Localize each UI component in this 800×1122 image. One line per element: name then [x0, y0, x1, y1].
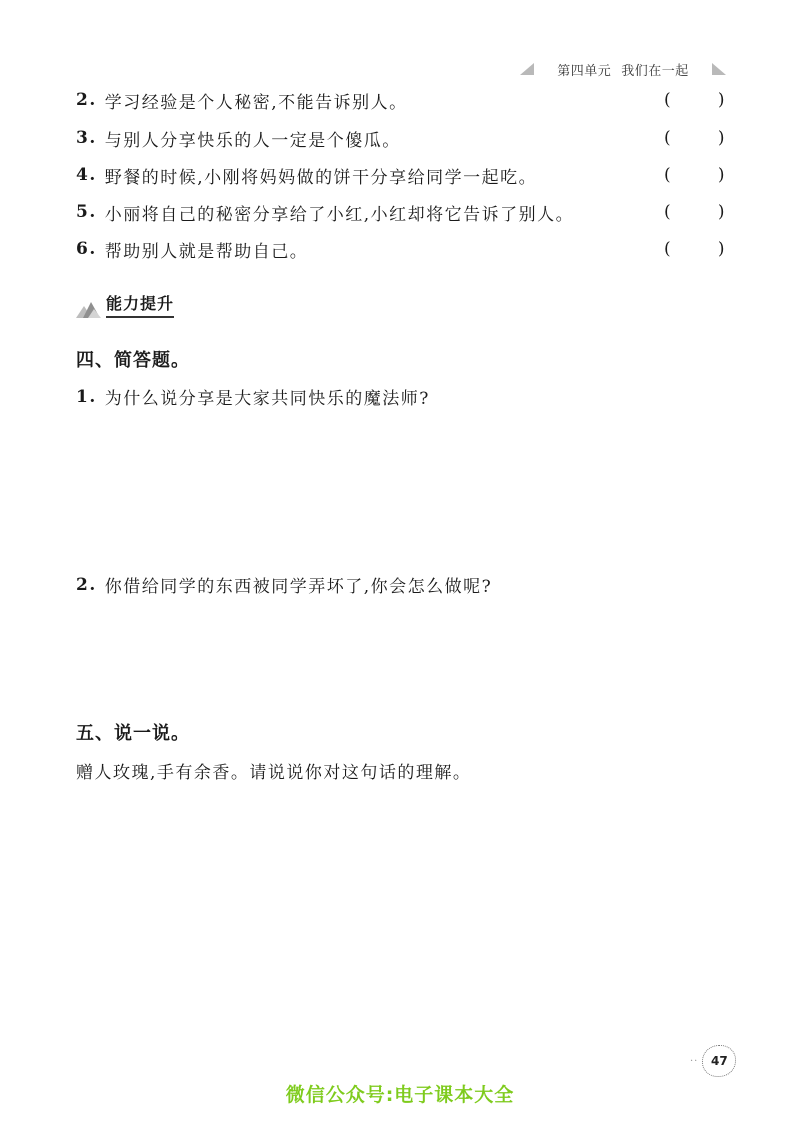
answer-blank[interactable]	[664, 239, 726, 259]
answer-blank[interactable]	[664, 165, 726, 185]
paren-close: )	[717, 128, 726, 148]
triangle-left-icon	[520, 63, 534, 75]
paren-close: )	[717, 202, 726, 222]
true-false-item	[76, 161, 726, 189]
ability-heading	[76, 291, 174, 318]
triangle-right-icon	[712, 63, 726, 75]
question-text: 为什么说分享是大家共同快乐的魔法师?	[104, 389, 430, 409]
item-text: 帮助别人就是帮助自己。	[104, 241, 309, 262]
unit-label: 第四单元	[557, 63, 612, 79]
answer-area[interactable]	[76, 790, 726, 1030]
running-header	[520, 58, 726, 80]
header-text	[557, 60, 689, 79]
true-false-item	[76, 235, 726, 263]
section-title: 四、简答题。	[76, 350, 190, 371]
item-number: 3.	[76, 128, 97, 148]
true-false-item	[76, 124, 726, 152]
paren-close: )	[717, 165, 726, 185]
section-title: 五、说一说。	[76, 723, 190, 744]
answer-blank[interactable]	[664, 202, 726, 222]
item-text: 野餐的时候,小刚将妈妈做的饼干分享给同学一起吃。	[104, 167, 538, 188]
item-number: 5.	[76, 202, 97, 222]
paren-open: (	[664, 239, 673, 259]
dots-decoration: ··	[690, 1055, 699, 1067]
item-number: 2.	[76, 90, 97, 110]
answer-area[interactable]	[76, 602, 726, 712]
item-text: 小丽将自己的秘密分享给了小红,小红却将它告诉了别人。	[104, 204, 575, 225]
paren-open: (	[664, 90, 673, 110]
answer-blank[interactable]	[664, 90, 726, 110]
mountain-icon	[76, 300, 102, 318]
item-text: 与别人分享快乐的人一定是个傻瓜。	[104, 130, 401, 151]
item-number: 4.	[76, 165, 97, 185]
question-item	[76, 384, 430, 409]
paren-open: (	[664, 128, 673, 148]
prompt-text: 赠人玫瑰,手有余香。请说说你对这句话的理解。	[76, 763, 472, 783]
item-text: 学习经验是个人秘密,不能告诉别人。	[104, 92, 408, 113]
paren-close: )	[717, 239, 726, 259]
question-number: 1.	[76, 386, 97, 407]
watermark: 微信公众号:电子课本大全	[285, 1084, 515, 1106]
unit-title: 我们在一起	[621, 63, 689, 79]
answer-blank[interactable]	[664, 128, 726, 148]
true-false-item	[76, 198, 726, 226]
paren-open: (	[664, 202, 673, 222]
item-number: 6.	[76, 239, 97, 259]
page-number: 47	[702, 1045, 736, 1077]
paren-close: )	[717, 90, 726, 110]
question-item	[76, 572, 492, 597]
question-text: 你借给同学的东西被同学弄坏了,你会怎么做呢?	[104, 577, 493, 597]
true-false-item	[76, 86, 726, 114]
paren-open: (	[664, 165, 673, 185]
ability-label: 能力提升	[106, 291, 174, 318]
answer-area[interactable]	[76, 414, 726, 564]
page-number-area	[690, 1045, 736, 1077]
question-number: 2.	[76, 574, 97, 595]
